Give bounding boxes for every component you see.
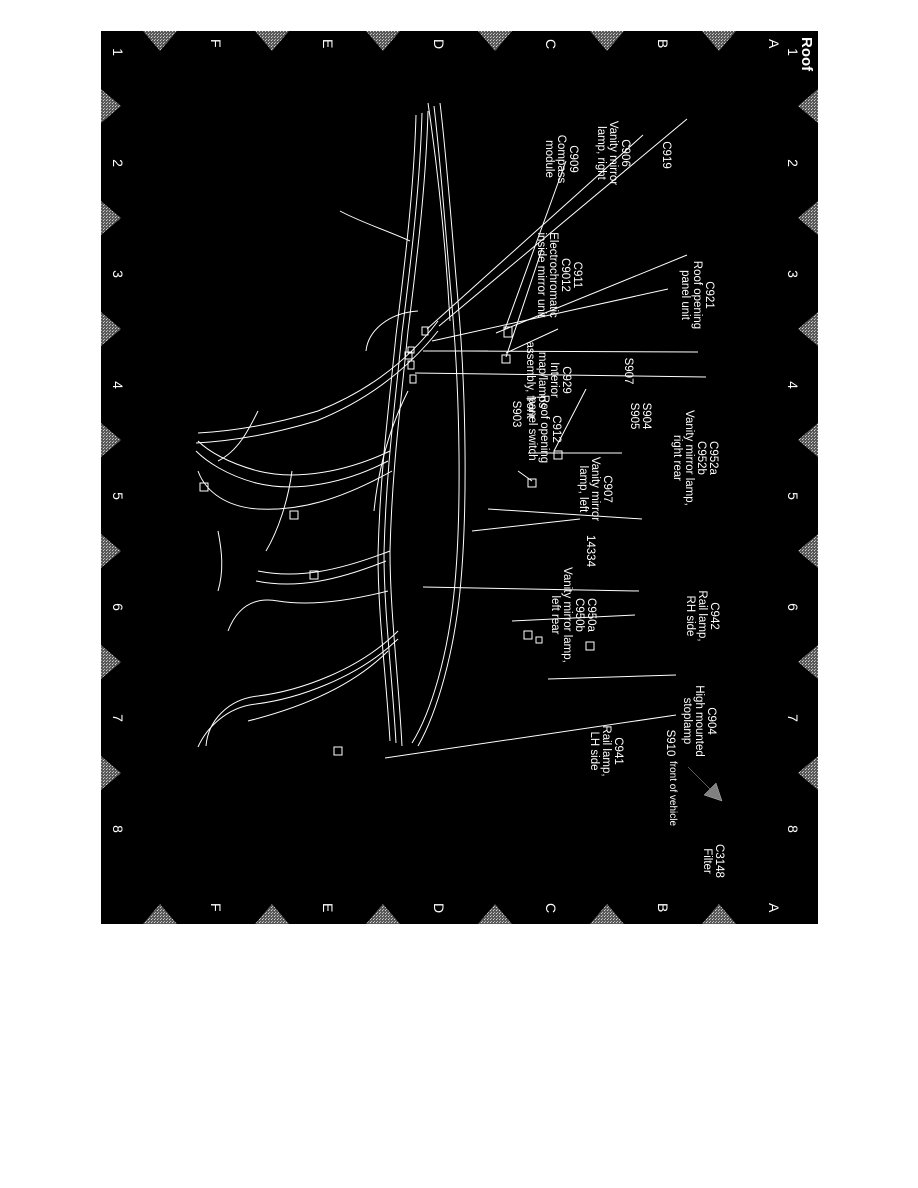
callout-text: C912 [550,415,562,443]
grid-labels [110,39,801,913]
callout-s903 [510,401,522,428]
callout-text: Roof opening [691,260,703,330]
callout-text: panel switch [526,397,538,461]
callout-text: C911 [571,261,583,289]
border-marker [255,31,289,51]
grid-column-label-bottom: 3 [110,270,126,278]
callout-labels [510,121,725,878]
border-marker [590,904,624,924]
grid-row-label-left: F [208,39,224,48]
grid-row-label-left: B [655,39,671,49]
callout-c909 [543,135,579,184]
grid-row-label-left: A [766,39,782,49]
border-markers-top [798,89,818,790]
border-marker [101,89,121,123]
border-marker [798,534,818,568]
grid-column-label-top: 7 [785,714,801,722]
grid-column-label-top: 5 [785,492,801,500]
border-marker [143,31,177,51]
border-marker [702,904,736,924]
border-marker [798,423,818,457]
callout-text: C904 [705,707,717,735]
callout-text: C952a [707,441,719,475]
callout-text: module [543,140,555,178]
grid-row-label-left: D [431,39,447,50]
grid-row-label-right: B [655,903,671,913]
callout-text: Roof opening [538,394,550,464]
border-markers-bottom [101,89,121,790]
border-marker [366,31,400,51]
callout-text: stoplamp [681,697,693,745]
callout-text: Interior [548,362,560,398]
diagram-title: Roof [798,37,815,72]
grid-row-label-right: E [320,903,336,913]
border-marker [798,756,818,790]
callout-text: panel unit [679,270,691,320]
grid-column-label-bottom: 6 [110,603,126,611]
callout-text: RH side [684,595,696,637]
callout-c941 [588,725,624,776]
callout-s907 [622,358,634,385]
grid-column-label-bottom: 7 [110,714,126,722]
border-marker [101,645,121,679]
grid-column-label-bottom: 5 [110,492,126,500]
border-marker [478,904,512,924]
callout-n14334 [584,535,596,568]
border-marker [798,89,818,123]
callout-c907 [577,457,613,521]
callout-text: lamp, left [577,465,589,513]
callout-text: Vanity mirror lamp, [683,410,695,506]
front-of-vehicle-label: front of vehicle [667,761,678,827]
grid-column-label-top: 3 [785,270,801,278]
border-marker [255,904,289,924]
grid-row-label-right: C [543,903,559,914]
grid-column-label-top: 8 [785,825,801,833]
border-marker [143,904,177,924]
callout-s904 [628,403,652,430]
grid-column-label-top: 6 [785,603,801,611]
callout-text: inside mirror unit [535,232,547,318]
border-marker [366,904,400,924]
callout-c921 [679,261,715,329]
roof-diagram [101,31,818,924]
callout-c919 [660,141,672,169]
callout-text: left rear [549,595,561,635]
callout-text: C952b [695,441,707,475]
callout-c3148 [701,844,725,878]
border-marker [478,31,512,51]
border-marker [798,645,818,679]
callout-text: C921 [703,281,715,309]
callout-text: Compass [555,134,567,184]
callout-text: right rear [671,434,683,482]
callout-text: Electrochromatic [547,232,559,318]
callout-text: C942 [708,602,720,630]
callout-text: S907 [622,357,634,385]
callout-text: Rail lamp, [696,590,708,642]
border-marker [101,423,121,457]
callout-c906 [595,121,631,185]
callout-s910 [664,730,676,757]
callout-text: 14334 [584,535,596,567]
callout-text: C907 [601,475,613,503]
callout-c911 [535,232,583,318]
callout-text: C941 [612,737,624,765]
grid-row-label-right: F [208,903,224,912]
callout-text: C929 [560,366,572,394]
grid-column-label-top: 1 [785,48,801,56]
grid-row-label-right: A [766,903,782,913]
callout-c950 [549,567,597,663]
callout-text: assembly, front [524,341,536,419]
grid-row-label-left: C [543,39,559,50]
border-marker [101,756,121,790]
callout-text: S903 [510,400,522,428]
callout-text: lamp, right [595,126,607,180]
callout-text: C9012 [559,258,571,292]
grid-column-label-bottom: 1 [110,48,126,56]
callout-text: Rail lamp, [600,725,612,777]
border-marker [702,31,736,51]
callout-text: S910 [664,729,676,757]
callout-text: C950b [573,598,585,632]
border-marker [590,31,624,51]
callout-text: Vanity mirror [589,456,601,522]
front-of-vehicle-arrow-icon [688,767,722,801]
border-marker [101,201,121,235]
border-marker [798,312,818,346]
callout-text: Vanity mirror [607,120,619,186]
grid-row-label-left: E [320,39,336,49]
callout-text: S905 [628,402,640,430]
callout-text: LH side [588,731,600,771]
callout-text: map/lamps [536,351,548,409]
grid-column-label-top: 2 [785,159,801,167]
border-marker [101,534,121,568]
grid-column-label-bottom: 4 [110,381,126,389]
grid-row-label-right: D [431,903,447,914]
callout-text: Filter [701,848,713,874]
grid-column-label-bottom: 2 [110,159,126,167]
callout-c942 [684,590,720,641]
callout-text: C909 [567,145,579,173]
callout-text: C919 [660,141,672,169]
callout-text: S904 [640,402,652,430]
callout-text: High mounted [693,685,705,757]
callout-c904 [681,685,717,757]
border-marker [798,201,818,235]
callout-c952 [671,410,719,506]
callout-text: Vanity mirror lamp, [561,567,573,663]
callout-text: C950a [585,598,597,632]
grid-column-label-top: 4 [785,381,801,389]
callout-text: C3148 [713,844,725,878]
callout-text: C906 [619,139,631,167]
grid-column-label-bottom: 8 [110,825,126,833]
border-marker [101,312,121,346]
